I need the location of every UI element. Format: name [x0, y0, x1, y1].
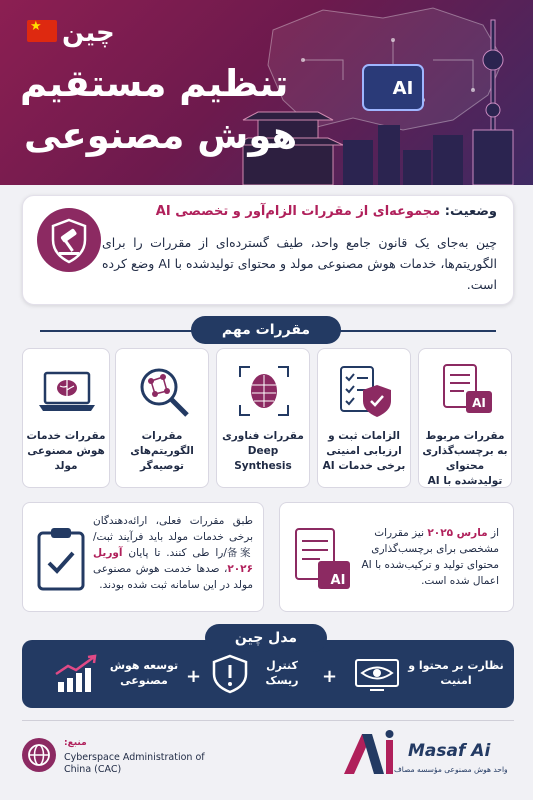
- page-title-line2: هوش مصنوعی: [24, 114, 298, 157]
- face-scan-icon: [234, 361, 294, 421]
- clipboard-check-icon: [33, 525, 89, 593]
- regulation-card-label: مقررات الگوریتم‌های توصیه‌گر: [130, 430, 194, 472]
- regulation-card-label: الزامات ثبت و ارزیابی امنیتی برخی خدمات AI: [322, 430, 406, 472]
- regulation-card-label: مقررات مربوط به برچسب‌گذاری محتوای تولیدشده با AI: [422, 430, 508, 487]
- source-label: منبع:: [64, 738, 87, 748]
- info-pre: از: [491, 527, 499, 539]
- regulation-card-registration: [317, 348, 411, 488]
- plus-sign: +: [186, 666, 202, 687]
- checklist-shield-icon: [335, 361, 395, 421]
- regulation-card-ai-labeling: [418, 348, 512, 488]
- info-text-march-2025: [357, 525, 499, 589]
- regulation-card-generative-ai: [22, 348, 110, 488]
- info-post: نیز مقررات مشخصی برای برچسب‌گذاری محتوای تولید و ترکیب‌شده با AI اعمال شده است.: [361, 527, 499, 587]
- regulations-section-title: مقررات مهم: [191, 316, 341, 344]
- ai-document-icon: [436, 361, 496, 421]
- china-flag-icon: ★: [27, 20, 57, 42]
- brand-subtitle: واحد هوش مصنوعی مؤسسه مصاف: [394, 765, 508, 774]
- globe-icon: [22, 738, 56, 772]
- status-title: [156, 204, 497, 219]
- info-pre2: تا پایان: [128, 547, 161, 559]
- masaf-ai-logo-icon: [340, 728, 400, 778]
- svg-text:AI: AI: [472, 396, 486, 410]
- model-item-label: نظارت بر محتوا و امنیت: [408, 659, 504, 687]
- regulation-card-deep-synthesis: [216, 348, 310, 488]
- page-title-line1: تنظیم مستقیم: [20, 62, 289, 105]
- china-model-title: مدل چین: [205, 624, 327, 652]
- regulation-card-label: مقررات فناوری Deep Synthesis: [222, 430, 304, 472]
- plus-sign: +: [322, 666, 338, 687]
- brand-name: Masaf Ai: [408, 741, 491, 761]
- regulation-card-label: مقررات خدمات هوش مصنوعی مولد: [26, 430, 106, 472]
- info-text-registration: [93, 513, 253, 593]
- header-banner: [0, 0, 533, 185]
- warning-shield-icon: [212, 654, 248, 694]
- ai-chip-label: AI: [392, 78, 414, 99]
- info-highlight-date: آوریل ۲۰۲۶: [93, 547, 253, 575]
- country-name: چین: [62, 18, 115, 48]
- info-box-registration: [22, 502, 264, 612]
- info-line1: طبق مقررات فعلی، ارائه‌دهندگان برخی خدمات مولد باید فرآیند ثبت/备案/را طی کنند.: [93, 515, 254, 559]
- model-item-label: توسعه هوش مصنوعی: [109, 659, 179, 687]
- eye-monitor-icon: [354, 658, 400, 692]
- source-text: Cyberspace Administration of China (CAC): [64, 752, 205, 775]
- regulation-card-recommender: [115, 348, 209, 488]
- model-item-label: کنترل ریسک: [265, 659, 299, 687]
- gavel-shield-icon: [37, 208, 101, 272]
- info-box-march-2025: [279, 502, 514, 612]
- status-title-prefix: وضعیت:: [444, 204, 497, 219]
- growth-chart-icon: [54, 654, 100, 694]
- info-ai-icon-label: AI: [330, 573, 346, 588]
- info-highlight-date: مارس ۲۰۲۵: [427, 527, 488, 539]
- footer-divider: [22, 720, 514, 721]
- magnifier-network-icon: [133, 361, 193, 421]
- status-card: [22, 195, 514, 305]
- info-post2: ، صدها خدمت هوش مصنوعی مولد در این سامانه ثبت شده بودند.: [93, 563, 253, 591]
- status-description: چین به‌جای یک قانون جامع واحد، طیف گسترده‌ای از مقررات را برای الگوریتم‌ها، خدمات هوش مصنوعی مولد و محتوای تولیدشده با AI وضع کرده است.: [102, 235, 498, 292]
- status-title-rest: مجموعه‌ای از مقررات الزام‌آور و تخصصی AI: [155, 204, 441, 219]
- laptop-brain-icon: [37, 361, 97, 421]
